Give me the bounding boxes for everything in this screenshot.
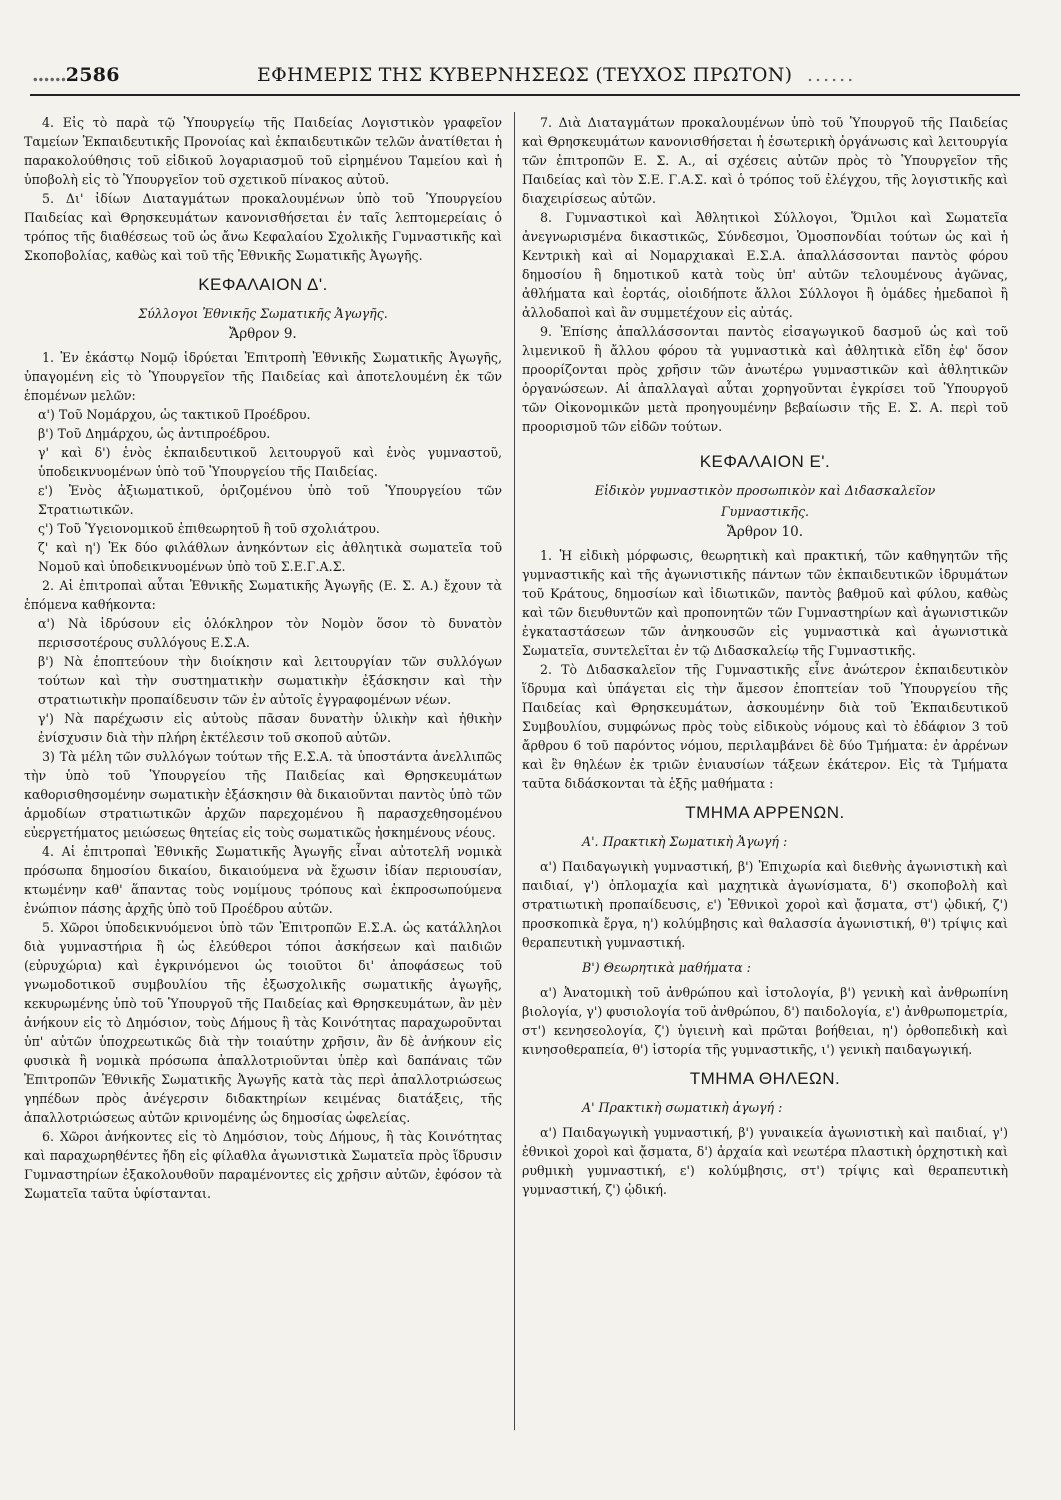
left-column [24, 113, 502, 1203]
list-item: γ') Νὰ παρέχωσιν εἰς αὐτοὺς πᾶσαν δυνατὴν ὑλικὴν καὶ ἠθικὴν ἐνίσχυσιν διὰ τὴν πλήρη ἐκτέλεσιν τοῦ σκοποῦ αὐτῶν. [38, 711, 502, 745]
chapter-subtitle-e-line1: Εἰδικὸν γυμναστικὸν προσωπικὸν καὶ Διδασκαλεῖον [594, 483, 936, 498]
header-dots: ...... [807, 64, 856, 86]
men-practical-heading: Α'. Πρακτικὴ Σωματικὴ Ἀγωγή : [582, 834, 788, 849]
section-men-title: ΤΜΗΜΑ ΑΡΡΕΝΩΝ. [685, 803, 845, 822]
paragraph-5: 5. Δι' ἰδίων Διαταγμάτων προκαλουμένων ὑπὸ τοῦ Ὑπουργείου Παιδείας καὶ Θρησκευμάτων κανονισθήσεται ἐν ταῖς λεπτομερείαις ὁ τρόπος τῆς διαθέσεως τοῦ ὡς ἄνω Κεφαλαίου Σχολικῆς Γυμναστικῆς καὶ Σκοποβολίας, καθὼς καὶ τοῦ τῆς Ἐθνικῆς Σωματικῆς Ἀγωγῆς. [24, 191, 502, 263]
column-divider [514, 112, 515, 1430]
article-9-heading: Ἄρθρον 9. [229, 326, 297, 342]
chapter-title-e: ΚΕΦΑΛΑΙΟΝ Ε'. [699, 452, 831, 471]
paragraph-7: 7. Διὰ Διαταγμάτων προκαλουμένων ὑπὸ τοῦ Ὑπουργοῦ τῆς Παιδείας καὶ Θρησκευμάτων κανονισθήσεται ἡ ἐσωτερικὴ ὀργάνωσις καὶ λειτουργία τῶν ἐπιτροπῶν Ε. Σ. Α., αἱ σχέσεις αὐτῶν πρὸς τὸ Ὑπουργεῖον τῆς Παιδείας καὶ τὸν Σ.Ε. Γ.Α.Σ. καὶ ὁ τρόπος τοῦ ἐλέγχου, τῆς λογιστικῆς καὶ διαχειρίσεως αὐτῶν. [522, 115, 1008, 206]
page-number: ...... 2586 [32, 64, 120, 86]
article-10-heading: Ἄρθρον 10. [726, 524, 803, 540]
men-theory-heading: Β') Θεωρητικὰ μαθήματα : [582, 960, 751, 975]
women-practical-heading: Α' Πρακτικὴ σωματικὴ ἀγωγή : [582, 1100, 783, 1115]
list-item: β') Νὰ ἐποπτεύουν τὴν διοίκησιν καὶ λειτουργίαν τῶν συλλόγων τούτων καὶ τὴν συστηματικὴν σωματικὴν ἐξάσκησιν καὶ τὴν στρατιωτικὴν προπαίδευσιν τῶν ἐν αὐτοῖς ἐγγραφομένων νέων. [38, 654, 502, 707]
article-10-para-2: 2. Τὸ Διδασκαλεῖον τῆς Γυμναστικῆς εἶνε ἀνώτερον ἐκπαιδευτικὸν ἵδρυμα καὶ ὑπάγεται εἰς τὴν ἄμεσον ἐποπτείαν τοῦ Ὑπουργείου τῆς Παιδείας καὶ Θρησκευμάτων, ἀσκουμένην διὰ τοῦ Ἐκπαιδευτικοῦ Συμβουλίου, συμφώνως πρὸς τοὺς εἰδικοὺς νόμους καὶ τὸ ἐδάφιον 3 τοῦ ἄρθρου 6 τοῦ παρόντος νόμου, περιλαμβάνει δὲ δύο Τμήματα: ἐν ἀρρένων καὶ ἓν θηλέων ἐκ τριῶν ἐνιαυσίων τάξεων ἑκάτερον. Εἰς τὰ Τμήματα ταῦτα διδάσκονται τὰ ἑξῆς μαθήματα : [522, 662, 1008, 791]
list-item: α') Τοῦ Νομάρχου, ὡς τακτικοῦ Προέδρου. [38, 407, 311, 422]
women-practical-subjects: α') Παιδαγωγικὴ γυμναστική, β') γυναικεία ἀγωνιστικὴ καὶ παιδιαί, γ') ἐθνικοὶ χοροὶ καὶ ᾄσματα, δ') ἀρχαία καὶ νεωτέρα πλαστικὴ ὀρχηστικὴ καὶ ρυθμικὴ γυμναστική, ε') κολύμβησις, στ') τρίψις καὶ θεραπευτικὴ γυμναστική, ζ') ᾠδική. [522, 1125, 1008, 1197]
list-item: ζ' καὶ η') Ἐκ δύο φιλάθλων ἀνηκόντων εἰς ἀθλητικὰ σωματεῖα τοῦ Νομοῦ καὶ ὑποδεικνυομένων ὑπὸ τοῦ Σ.Ε.Γ.Α.Σ. [38, 540, 502, 574]
gazette-title: ΕΦΗΜΕΡΙΣ ΤΗΣ ΚΥΒΕΡΝΗΣΕΩΣ (ΤΕΥΧΟΣ ΠΡΩΤΟΝ) [257, 64, 793, 86]
chapter-subtitle-d: Σύλλογοι Ἐθνικῆς Σωματικῆς Ἀγωγῆς. [138, 306, 388, 321]
men-practical-subjects: α') Παιδαγωγικὴ γυμναστική, β') Ἐπιχωρία καὶ διεθνὴς ἀγωνιστικὴ καὶ παιδιαί, γ') ὁπλομαχία καὶ μαχητικὰ ἀγωνίσματα, δ') σκοποβολὴ καὶ στρατιωτικὴ προπαίδευσις, ε') Ἐθνικοὶ χοροὶ καὶ ᾄσματα, στ') ᾠδική, ζ') προσκοπικὰ ἔργα, η') κολύμβησις καὶ θαλασσία ἀγωνιστική, θ') τρίψις καὶ θεραπευτικὴ γυμναστική. [522, 859, 1008, 950]
article-9-para-2: 2. Αἱ ἐπιτροπαὶ αὗται Ἐθνικῆς Σωματικῆς Ἀγωγῆς (Ε. Σ. Α.) ἔχουν τὰ ἑπόμενα καθήκοντα: [24, 578, 502, 612]
article-9-para-6: 6. Χῶροι ἀνήκοντες εἰς τὸ Δημόσιον, τοὺς Δήμους, ἢ τὰς Κοινότητας καὶ παραχωρηθέντες ἤδη εἰς φίλαθλα ἀγωνιστικὰ Σωματεῖα πρὸς ἵδρυσιν Γυμναστηρίων ἐξακολουθοῦν παραμένοντες εἰς χρῆσιν αὐτῶν, ἐφόσον τὰ Σωματεῖα ταῦτα ὑφίστανται. [24, 1129, 502, 1201]
article-9-para-4: 4. Αἱ ἐπιτροπαὶ Ἐθνικῆς Σωματικῆς Ἀγωγῆς εἶναι αὐτοτελῆ νομικὰ πρόσωπα δημοσίου δικαίου, δικαιούμενα νὰ ἔχωσιν ἰδίαν περιουσίαν, κτωμένην καθ' ἅπαντας τοὺς νομίμους τρόπους καὶ ἐκπροσωπούμενα ἐνώπιον πάσης ἀρχῆς ὑπὸ τοῦ Προέδρου αὐτῶν. [24, 844, 502, 916]
section-women-title: ΤΜΗΜΑ ΘΗΛΕΩΝ. [689, 1069, 841, 1088]
right-column [522, 113, 1008, 1199]
chapter-subtitle-e-line2: Γυμναστικῆς. [720, 504, 810, 519]
paragraph-8: 8. Γυμναστικοὶ καὶ Ἀθλητικοὶ Σύλλογοι, Ὅμιλοι καὶ Σωματεῖα ἀνεγνωρισμένα δικαστικῶς, Σύνδεσμοι, Ὁμοσπονδίαι τούτων ὡς καὶ ἡ Κεντρικὴ καὶ αἱ Νομαρχιακαὶ Ε.Σ.Α. ἀπαλλάσσονται παντὸς φόρου δημοσίου ἢ δημοτικοῦ κατὰ τοὺς ὑπ' αὐτῶν τελουμένους ἀγῶνας, ἀθλήματα καὶ ἑορτάς, οἱοιδήποτε ἄλλοι Σύλλογοι ἢ ὁμάδες ἠμεδαποὶ ἢ ἀλλοδαποὶ καὶ ἂν συμμετέχουν εἰς αὐτάς. [522, 210, 1008, 320]
list-item: α') Νὰ ἱδρύσουν εἰς ὁλόκληρον τὸν Νομὸν ὅσον τὸ δυνατὸν περισσοτέρους συλλόγους Ε.Σ.Α. [38, 616, 502, 650]
article-10-para-1: 1. Ἡ εἰδικὴ μόρφωσις, θεωρητικὴ καὶ πρακτική, τῶν καθηγητῶν τῆς γυμναστικῆς καὶ τῆς ἀγωνιστικῆς πάντων τῶν ἐκπαιδευτικῶν ἱδρυμάτων τοῦ Κράτους, δημοσίων καὶ ἰδιωτικῶν, παντὸς βαθμοῦ καὶ φύλου, καθὼς καὶ τῶν διευθυντῶν καὶ προπονητῶν τῶν Γυμναστηρίων καὶ ἀγωνιστικῶν ἐγκαταστάσεων τῶν ἀνηκουσῶν εἰς γυμναστικὰ καὶ ἀγωνιστικὰ Σωματεῖα, συντελεῖται ἐν τῷ Διδασκαλείῳ τῆς Γυμναστικῆς. [522, 548, 1008, 658]
article-9-para-3: 3) Τὰ μέλη τῶν συλλόγων τούτων τῆς Ε.Σ.Α. τὰ ὑποστάντα ἀνελλιπῶς τὴν ὑπὸ τοῦ Ὑπουργείου τῆς Παιδείας καὶ Θρησκευμάτων καθορισθησομένην σωματικὴν ἐξάσκησιν θὰ δικαιοῦνται παντὸς ὑπὸ τῶν ἁρμοδίων στρατιωτικῶν ἀρχῶν παρεχομένου ἢ παρασχεθησομένου εὐεργετήματος μειώσεως θητείας εἰς τοὺς σωματικῶς ἠσκημένους νέους. [24, 749, 502, 840]
chapter-title-d: ΚΕΦΑΛΑΙΟΝ Δ'. [198, 275, 328, 294]
header-rule [30, 94, 1020, 96]
list-item: β') Τοῦ Δημάρχου, ὡς ἀντιπροέδρου. [38, 426, 271, 441]
paragraph-9: 9. Ἐπίσης ἀπαλλάσσονται παντὸς εἰσαγωγικοῦ δασμοῦ ὡς καὶ τοῦ λιμενικοῦ ἢ ἄλλου φόρου τὰ γυμναστικὰ καὶ ἀθλητικὰ εἴδη ἐφ' ὅσον προορίζονται πρὸς χρῆσιν τῶν ἀνωτέρω γυμναστικῶν καὶ ἀθλητικῶν ὀργανώσεων. Αἱ ἀπαλλαγαὶ αὗται χορηγοῦνται ἐγκρίσει τοῦ Ὑπουργοῦ τῶν Οἰκονομικῶν μετὰ προηγουμένην βεβαίωσιν τῆς Ε. Σ. Α. περὶ τοῦ προορισμοῦ τῶν εἰδῶν τούτων. [522, 324, 1008, 434]
list-item: ς') Τοῦ Ὑγειονομικοῦ ἐπιθεωρητοῦ ἢ τοῦ σχολιάτρου. [38, 521, 380, 536]
paragraph-4: 4. Εἰς τὸ παρὰ τῷ Ὑπουργείῳ τῆς Παιδείας Λογιστικὸν γραφεῖον Ταμείων Ἐκπαιδευτικῆς Προνοίας καὶ ἐκπαιδευτικῶν τελῶν ἀνατίθεται ἡ παρακολούθησις τοῦ εἰδικοῦ λογαριασμοῦ τοῦ εἰρημένου Ταμείου καὶ ἡ ὑποβολὴ εἰς τὸ Ὑπουργεῖον τοῦ σχετικοῦ πίνακος αὐτοῦ. [24, 115, 502, 187]
page-header [32, 62, 1012, 90]
article-9-para-5: 5. Χῶροι ὑποδεικνυόμενοι ὑπὸ τῶν Ἐπιτροπῶν Ε.Σ.Α. ὡς κατάλληλοι διὰ γυμναστήρια ἢ ὡς ἐλεύθεροι τόποι ἀσκήσεων καὶ παιδιῶν (εὐρυχώρια) καὶ ἐγκρινόμενοι ὡς τοιοῦτοι δι' ἀποφάσεως τοῦ γνωμοδοτικοῦ συμβουλίου τῆς ἐξωσχολικῆς σωματικῆς ἀγωγῆς, κεκυρωμένης ὑπὸ τοῦ Ὑπουργοῦ τῆς Παιδείας καὶ Θρησκευμάτων, ἂν μὲν ἀνήκουν εἰς τὸ Δημόσιον, τοὺς Δήμους ἢ τὰς Κοινότητας παραχωροῦνται ὑπ' αὐτῶν ὑποχρεωτικῶς διὰ τὴν τοιαύτην χρῆσιν, ἂν δὲ ἀνήκουν εἰς φυσικὰ ἢ νομικὰ πρόσωπα ἀπαλλοτριοῦνται ὑπὲρ καὶ δαπάναις τῶν Ἐπιτροπῶν Ἐθνικῆς Σωματικῆς Ἀγωγῆς κατὰ τὰς περὶ ἀπαλλοτριώσεως γηπέδων πρὸς ἀνέγερσιν διδακτηρίων κειμένας διατάξεις, τῆς ἀπαλλοτριώσεως αὐτῶν κρινομένης ὡς δημοσίας ὠφελείας. [24, 920, 502, 1125]
list-item: ε') Ἑνὸς ἀξιωματικοῦ, ὁριζομένου ὑπὸ τοῦ Ὑπουργείου τῶν Στρατιωτικῶν. [38, 483, 502, 517]
article-9-para-1: 1. Ἐν ἑκάστῳ Νομῷ ἱδρύεται Ἐπιτροπὴ Ἐθνικῆς Σωματικῆς Ἀγωγῆς, ὑπαγομένη εἰς τὸ Ὑπουργεῖον τῆς Παιδείας καὶ ἀποτελουμένη ἐκ τῶν ἑπομένων μελῶν: [24, 350, 502, 403]
men-theory-subjects: α') Ἀνατομικὴ τοῦ ἀνθρώπου καὶ ἱστολογία, β') γενικὴ καὶ ἀνθρωπίνη βιολογία, γ') φυσιολογία τοῦ ἀνθρώπου, δ') παιδολογία, ε') ἀνθρωπομετρία, στ') κενησεολογία, ζ') ὑγιεινὴ καὶ πρῶται βοήθειαι, η') ὀρθοπεδικὴ καὶ κινησοθεραπεία, θ') ἱστορία τῆς γυμναστικῆς, ι') γενικὴ παιδαγωγική. [522, 985, 1008, 1057]
list-item: γ' καὶ δ') ἑνὸς ἐκπαιδευτικοῦ λειτουργοῦ καὶ ἑνὸς γυμναστοῦ, ὑποδεικνυομένων ὑπὸ τοῦ Ὑπουργείου τῆς Παιδείας. [38, 445, 502, 479]
